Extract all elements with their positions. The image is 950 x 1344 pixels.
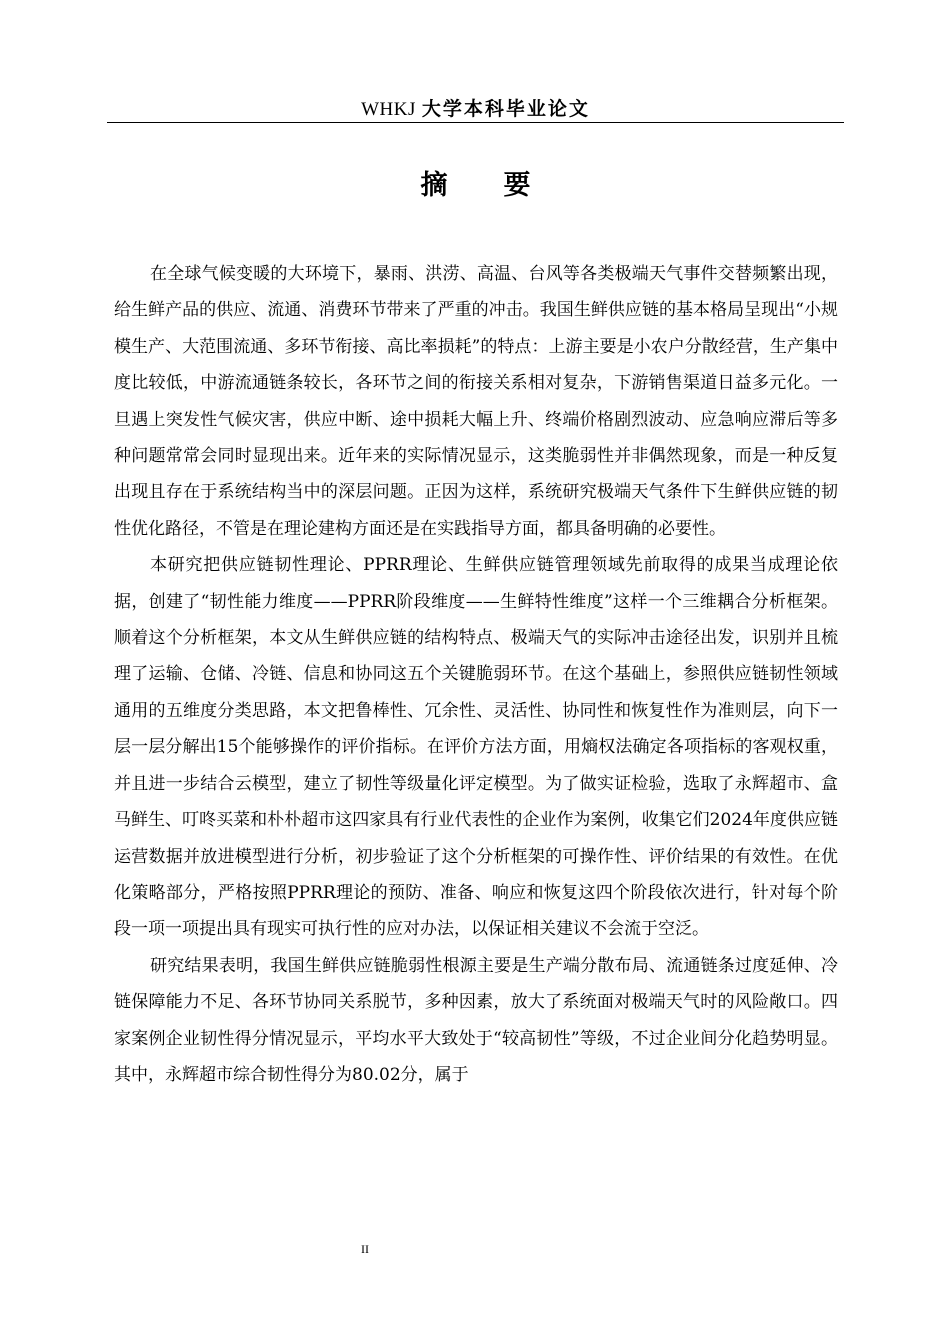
- page-number: II: [361, 1242, 369, 1256]
- running-header: [107, 96, 844, 122]
- abstract-paragraph-3: 研究结果表明，我国生鲜供应链脆弱性根源主要是生产端分散布局、流通链条过度延伸、冷链保障能力不足、各环节协同关系脱节，多种因素，放大了系统面对极端天气时的风险敞口。四家案例企业韧性得分情况显示，平均水平大致处于“较高韧性”等级，不过企业间分化趋势明显。其中，永辉超市综合韧性得分为80.02分，属于: [114, 955, 838, 1085]
- header-rule: [107, 122, 844, 123]
- abstract-title: 摘要: [420, 170, 587, 201]
- abstract-body: [114, 256, 838, 1093]
- abstract-paragraph-1: 在全球气候变暖的大环境下，暴雨、洪涝、高温、台风等各类极端天气事件交替频繁出现，给生鲜产品的供应、流通、消费环节带来了严重的冲击。我国生鲜供应链的基本格局呈现出“小规模生产、大范围流通、多环节衔接、高比率损耗”的特点：上游主要是小农户分散经营，生产集中度比较低，中游流通链条较长，各环节之间的衔接关系相对复杂，下游销售渠道日益多元化。一旦遇上突发性气候灾害，供应中断、途中损耗大幅上升、终端价格剧烈波动、应急响应滞后等多种问题常常会同时显现出来。近年来的实际情况显示，这类脆弱性并非偶然现象，而是一种反复出现且存在于系统结构当中的深层问题。正因为这样，系统研究极端天气条件下生鲜供应链的韧性优化路径，不管是在理论建构方面还是在实践指导方面，都具备明确的必要性。: [114, 264, 838, 539]
- header-code: WHKJ: [361, 99, 416, 120]
- abstract-paragraph-2: 本研究把供应链韧性理论、PPRR理论、生鲜供应链管理领域先前取得的成果当成理论依据，创建了“韧性能力维度——PPRR阶段维度——生鲜特性维度”这样一个三维耦合分析框架。顺着这个分析框架，本文从生鲜供应链的结构特点、极端天气的实际冲击途径出发，识别并且梳理了运输、仓储、冷链、信息和协同这五个关键脆弱环节。在这个基础上，参照供应链韧性领域通用的五维度分类思路，本文把鲁棒性、冗余性、灵活性、协同性和恢复性作为准则层，向下一层一层分解出15个能够操作的评价指标。在评价方法方面，用熵权法确定各项指标的客观权重，并且进一步结合云模型，建立了韧性等级量化评定模型。为了做实证检验，选取了永辉超市、盒马鲜生、叮咚买菜和朴朴超市这四家具有行业代表性的企业作为案例，收集它们2024年度供应链运营数据并放进模型进行分析，初步验证了这个分析框架的可操作性、评价结果的有效性。在优化策略部分，严格按照PPRR理论的预防、准备、响应和恢复这四个阶段依次进行，针对每个阶段一项一项提出具有现实可执行性的应对办法，以保证相关建议不会流于空泛。: [114, 555, 838, 940]
- header-school-title: 大学本科毕业论文: [421, 98, 590, 120]
